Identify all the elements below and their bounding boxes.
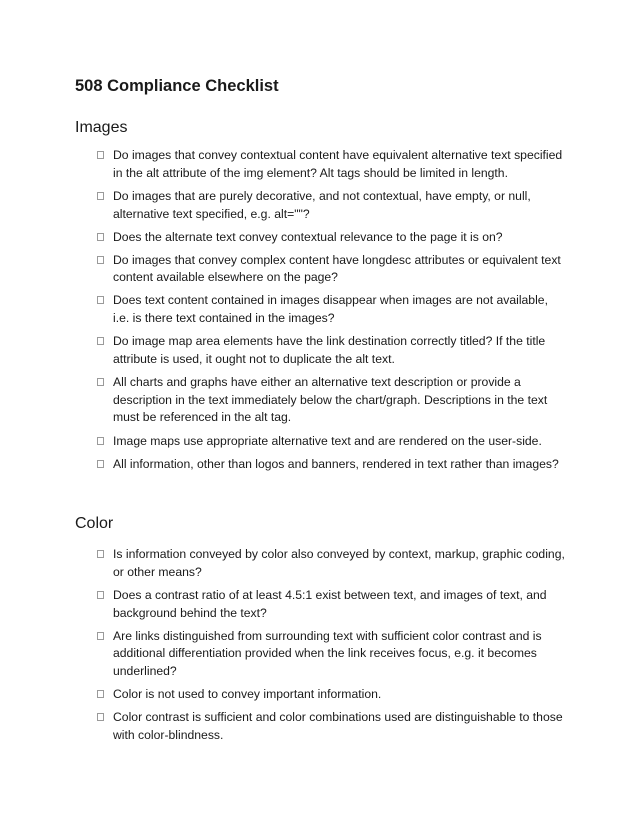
checklist-item-text: Are links distinguished from surrounding text with sufficient color contrast and is additional differentiation provided when the link receives focus, e.g. it becomes underlined?: [113, 628, 542, 678]
checklist-item: [97, 229, 567, 247]
checklist-item: [97, 686, 567, 704]
images-checklist: [97, 147, 567, 479]
checkbox-icon[interactable]: [97, 591, 104, 599]
checklist-item-text: Does the alternate text convey contextual relevance to the page it is on?: [113, 229, 503, 244]
checkbox-icon[interactable]: [97, 550, 104, 558]
checklist-item: [97, 433, 567, 451]
checklist-item: [97, 292, 567, 327]
checkbox-icon[interactable]: [97, 256, 104, 264]
checklist-item-text: All information, other than logos and banners, rendered in text rather than images?: [113, 456, 559, 471]
checklist-item-text: All charts and graphs have either an alternative text description or provide a description in the text immediately below the chart/graph. Descriptions in the text must be referenced in the alt tag.: [113, 375, 548, 425]
checkbox-icon[interactable]: [97, 460, 104, 468]
checklist-item: [97, 333, 567, 368]
checklist-item-text: Is information conveyed by color also conveyed by context, markup, graphic coding, or other means?: [113, 547, 565, 579]
checklist-item-text: Image maps use appropriate alternative text and are rendered on the user-side.: [113, 433, 542, 448]
checkbox-icon[interactable]: [97, 192, 104, 200]
checklist-item-text: Does a contrast ratio of at least 4.5:1 exist between text, and images of text, and background behind the text?: [113, 587, 547, 620]
checkbox-icon[interactable]: [97, 337, 104, 345]
checkbox-icon[interactable]: [97, 378, 104, 386]
section-heading-color: Color: [75, 515, 114, 532]
checklist-item-text: Color is not used to convey important information.: [113, 687, 382, 702]
checkbox-icon[interactable]: [97, 296, 104, 304]
page-title: 508 Compliance Checklist: [75, 77, 279, 95]
checklist-item: [97, 252, 567, 287]
section-heading-images: Images: [75, 119, 128, 136]
checkbox-icon[interactable]: [97, 632, 104, 640]
checklist-item: [97, 456, 567, 474]
checklist-item: [97, 628, 567, 681]
checkbox-icon[interactable]: [97, 690, 104, 698]
checklist-item: [97, 546, 567, 581]
checklist-item-text: Do images that convey contextual content have equivalent alternative text specified in the alt attribute of the img element? Alt tags should be limited in length.: [113, 148, 563, 180]
checklist-item: [97, 188, 567, 223]
checklist-item: [97, 587, 567, 622]
checkbox-icon[interactable]: [97, 233, 104, 241]
checklist-item: [97, 374, 567, 427]
checklist-item-text: Do images that are purely decorative, and not contextual, have empty, or null, alternative text specified, e.g. alt=""?: [113, 188, 531, 221]
checklist-item: [97, 709, 567, 744]
checkbox-icon[interactable]: [97, 713, 104, 721]
checkbox-icon[interactable]: [97, 437, 104, 445]
color-checklist: [97, 546, 567, 750]
checklist-item: [97, 147, 567, 182]
checklist-item-text: Do image map area elements have the link destination correctly titled? If the title attribute is used, it ought not to duplicate the alt text.: [113, 334, 546, 366]
checklist-item-text: Does text content contained in images disappear when images are not available, i.e. is there text contained in the images?: [113, 293, 548, 326]
checklist-item-text: Do images that convey complex content have longdesc attributes or equivalent text content available elsewhere on the page?: [113, 252, 561, 285]
checkbox-icon[interactable]: [97, 151, 104, 159]
checklist-item-text: Color contrast is sufficient and color combinations used are distinguishable to those with color-blindness.: [113, 710, 563, 742]
